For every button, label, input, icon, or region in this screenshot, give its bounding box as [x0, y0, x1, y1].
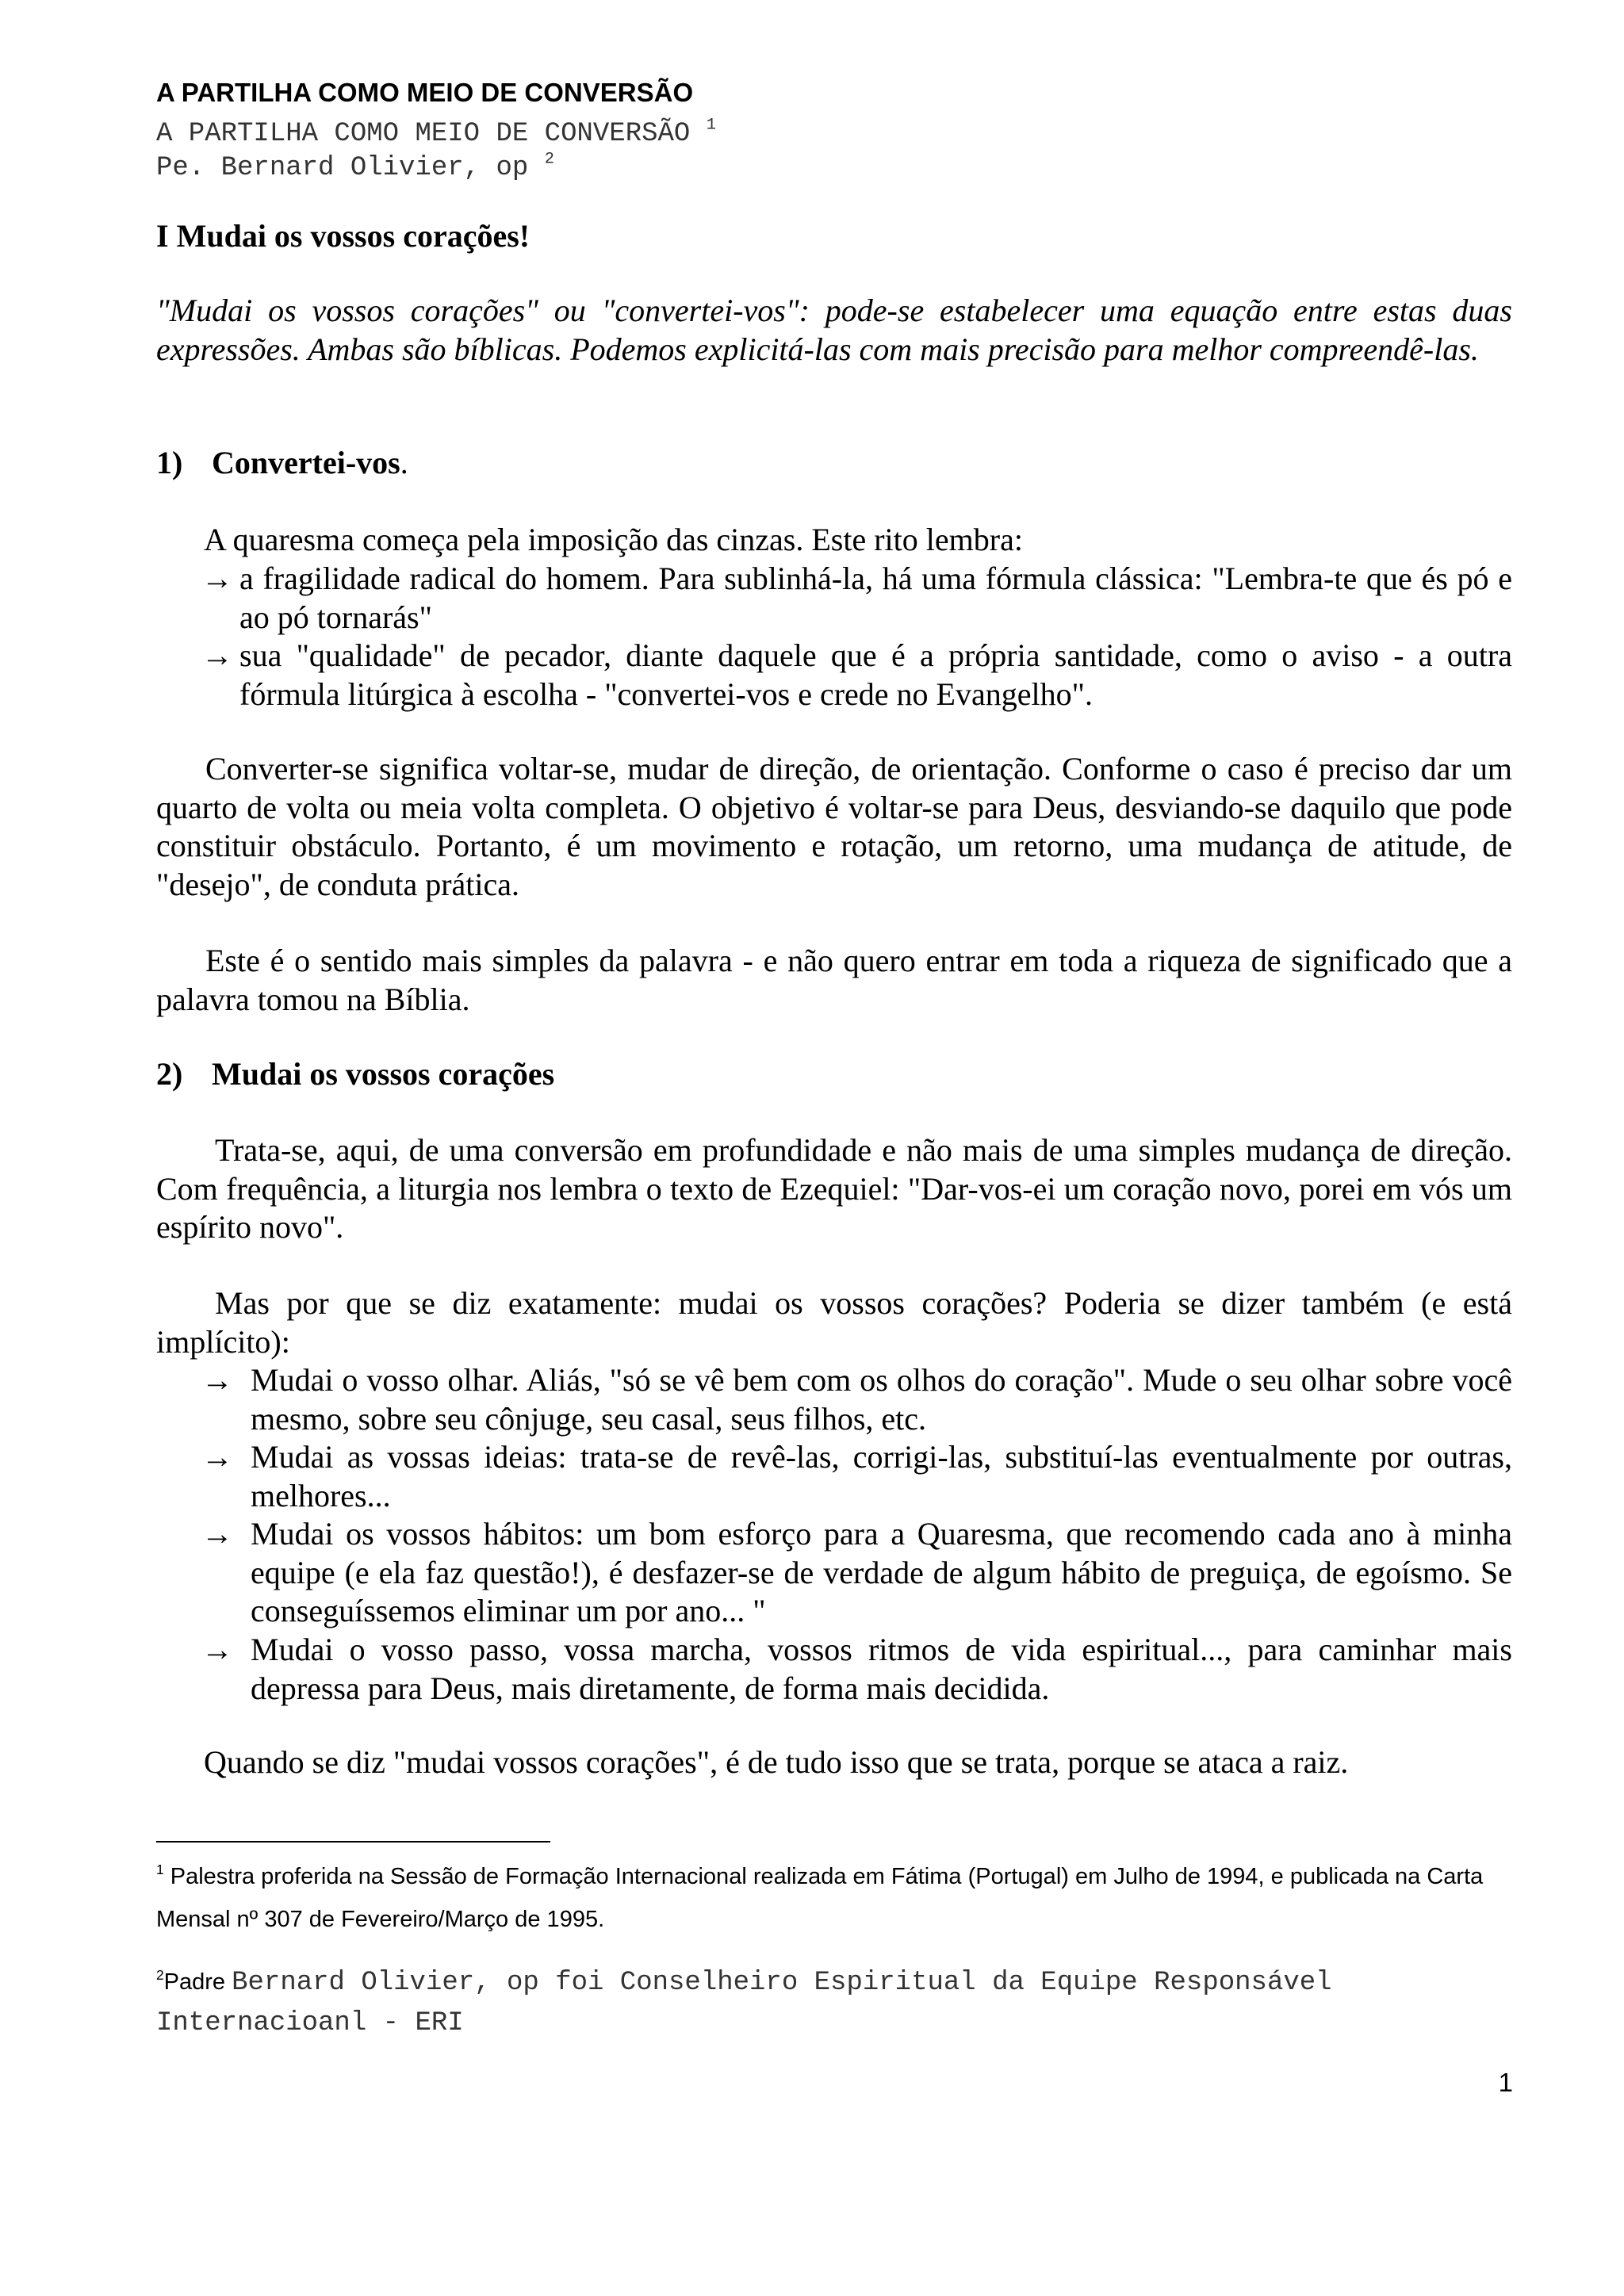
title-mono — [156, 116, 716, 149]
list2-item-4-text: Mudai o vosso passo, vossa marcha, vossos ritmos de vida espiritual..., para caminhar mais depressa para Deus, mais diretamente, de forma mais decidida. — [251, 1632, 1512, 1706]
section-heading: I Mudai os vossos corações! — [156, 218, 530, 254]
subheading-1 — [156, 444, 1512, 483]
footnote-1 — [156, 1855, 1512, 1941]
subheading-1-trail: . — [400, 445, 408, 480]
list2-item-1 — [201, 1361, 1512, 1438]
mas-paragraph: Mas por que se diz exatamente: mudai os vossos corações? Poderia se dizer também (e está implícito): — [156, 1285, 1512, 1360]
converter-paragraph: Converter-se significa voltar-se, mudar de direção, de orientação. Conforme o caso é preciso dar um quarto de volta ou meia volta completa. O objetivo é voltar-se para Deus, desviando-se daquilo que pode constituir obstáculo. Portanto, é um movimento e rotação, um retorno, uma mudança de atitude, de "desejo", de conduta prática. — [156, 751, 1512, 902]
subheading-1-number: 1) — [156, 445, 183, 480]
intro-paragraph: "Mudai os vossos corações" ou "convertei-vos": pode-se estabelecer uma equação entre estas duas expressões. Ambas são bíblicas. Podemos explicitá-las com mais precisão para melhor compreendê-las. — [156, 293, 1512, 367]
footnote-2 — [156, 1962, 1512, 2043]
list2-item-4 — [201, 1631, 1512, 1708]
subheading-2-title: Mudai os vossos corações — [212, 1056, 555, 1092]
list2-item-2-text: Mudai as vossas ideias: trata-se de revê-las, corrigi-las, substituí-las eventualmente por outras, melhores... — [251, 1439, 1512, 1513]
list1-item-2 — [201, 637, 1512, 714]
trata-paragraph: Trata-se, aqui, de uma conversão em profundidade e não mais de uma simples mudança de direção. Com frequência, a liturgia nos lembra o texto de Ezequiel: "Dar-vos-ei um coração novo, porei em vós um espírito novo". — [156, 1132, 1512, 1245]
footnote-1-text: Palestra proferida na Sessão de Formação Internacional realizada em Fátima (Portugal) em Julho de 1994, e publicada na Carta Mensal nº 307 de Fevereiro/Março de 1995. — [156, 1864, 1484, 1932]
footnote-1-mark: 1 — [156, 1861, 164, 1877]
author-line — [156, 150, 554, 183]
subheading-2-number: 2) — [156, 1056, 183, 1092]
arrow-icon: → — [201, 561, 233, 596]
author-text: Pe. Bernard Olivier, op — [156, 153, 529, 183]
author-footnote-ref[interactable]: 2 — [544, 150, 554, 169]
footnote-2-mark: 2 — [156, 1966, 164, 1983]
list1-item-1-text: a fragilidade radical do homem. Para sublinhá-la, há uma fórmula clássica: "Lembra-te que és pó e ao pó tornarás" — [239, 561, 1512, 635]
arrow-icon: → — [201, 1632, 233, 1667]
list2-item-3-text: Mudai os vossos hábitos: um bom esforço para a Quaresma, que recomendo cada ano à minha equipe (e ela faz questão!), é desfazer-se de verdade de algum hábito de preguiça, de egoísmo. Se conseguíssemos eliminar um por ano... " — [251, 1516, 1512, 1628]
title-text: A PARTILHA COMO MEIO DE CONVERSÃO — [156, 119, 691, 149]
footnote-2-prefix: Padre — [163, 1969, 226, 1995]
quaresma-paragraph: A quaresma começa pela imposição das cinzas. Este rito lembra: — [204, 522, 1023, 557]
subheading-1-title: Convertei-vos — [212, 445, 400, 480]
footnote-separator — [156, 1841, 550, 1843]
arrow-icon: → — [201, 637, 233, 673]
subheading-2 — [156, 1055, 1512, 1094]
title-footnote-ref[interactable]: 1 — [706, 116, 716, 135]
list1-item-1 — [201, 560, 1512, 637]
footnote-2-text: Bernard Olivier, op foi Conselheiro Espiritual da Equipe Responsável Internacioanl - ERI — [156, 1968, 1332, 2038]
arrow-icon: → — [201, 1516, 233, 1552]
list2-item-2 — [201, 1438, 1512, 1515]
arrow-icon: → — [201, 1439, 233, 1475]
arrow-icon: → — [201, 1362, 233, 1398]
sentido-paragraph: Este é o sentido mais simples da palavra - e não quero entrar em toda a riqueza de significado que a palavra tomou na Bíblia. — [156, 943, 1512, 1017]
running-head: A PARTILHA COMO MEIO DE CONVERSÃO — [156, 78, 694, 107]
page-number: 1 — [1498, 2068, 1513, 2097]
list2-item-1-text: Mudai o vosso olhar. Aliás, "só se vê bem com os olhos do coração". Mude o seu olhar sobre você mesmo, sobre seu cônjuge, seu casal, seus filhos, etc. — [251, 1362, 1512, 1437]
list2-item-3 — [201, 1515, 1512, 1631]
quando-paragraph: Quando se diz "mudai vossos corações", é de tudo isso que se trata, porque se ataca a raiz. — [204, 1744, 1349, 1780]
list1-item-2-text: sua "qualidade" de pecador, diante daquele que é a própria santidade, como o aviso - a outra fórmula litúrgica à escolha - "convertei-vos e crede no Evangelho". — [239, 637, 1512, 712]
